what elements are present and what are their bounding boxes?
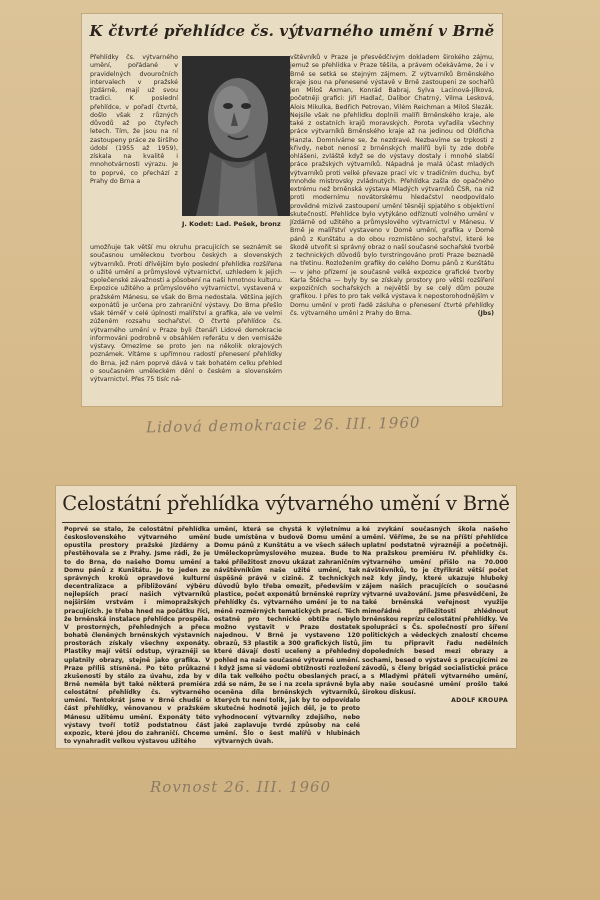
article-signature: (Jbs) xyxy=(477,309,494,317)
handwritten-source-note: Rovnost 26. III. 1960 xyxy=(150,778,332,796)
article-column-3 xyxy=(362,526,508,705)
article-column-right xyxy=(290,54,494,318)
column-3-text: ké zvykání současných škola našeho umění. Věříme, že se na příští přehlídce uplatní podstatně výrazněji a početněji. Na pražskou premiéru IV. přehlídky čs. výtvarného umění přišlo na 70.000 návštěvníků, to je čtyřikrát větší počet než kdy jindy, které ukazuje hluboký zájem našich pracujících o současné výtvarné uvažování. Jsme přesvědčeni, že také brněnská veřejnost využije mimořádné příležitosti zhlédnout brněnskou reprízu celostátní přehlídky. Ve spolupráci s Čs. společností pro šíření politických a vědeckých znalostí chceme jim tu připravit řadu nedělních dopoledních besed mezi obrazy a sochami, besed o výstavě s pracujícími ze závodů, s členy brigád socialistické práce a s Mladými přáteli výtvarného umění, aby naše současné umění prošlo také širokou diskusí. xyxy=(362,526,508,697)
right-column-text: vštěvníků v Praze je přesvědčivým dokladem širokého zájmu, jemuž se přehlídka v Praze těšila, a právem očekáváme, že i v Brně se setká se stejným zájmem. Z výtvarníků Brněnského kraje jsou na přenesené výstavě v Brně zastoupeni ze sochařů jen Miloš Axman, Konrád Babraj, Sylva Lacinová-Jílková, početněji grafici: Jiří Hadlač, Dalibor Chatrný, Vilma Lesková, Alois Mikulka, Bedřich Petrovan, Vilém Reichman a Miloš Slezák. Nejsíle však ne přehlídku doplnili malíři Brněnského kraje, ale také z ostatních krajů moravských. Porota vyřadila všechny práce výtvarníků Brněnského kraje až na jedinou od Oldřicha Hanzla. Domníváme se, že nezdravé. Nezbavíme se trpkosti z křivdy, nebot nenosí z brněnských malířů byli ty zde dobře ohlášeni, zvláště když se do výstavy dostaly i mnohé slabší práce pražských výtvarníků. Nápadná je malá účast mladých výtvarníků proti velké převaze prací víc v tradičním duchu, byť mnohde mistrovsky zvládnutých. Přehlídka zašla do opačného extrému než brněnská výstava Mladých výtvarníků ČSR, na niž proti modernímu novátorskému hledačství neodpovídalo provědné mizivé zastoupení umění těsněji spjatého s objektivní skutečností. Přehlídce bylo vytýkáno odříznutí volného umění v Jízdárně od užitého a průmyslového výtvarnictví v Mánesu. V Brně je malířství vystaveno v Domě umění, grafika v Domě pánů z Kunštátu a do obou rozmístěno sochařství, které ke škodě utvořit si správný obraz o naší současné sochařské tvorbě z technických důvodů bylo tvrstringováno proti Praze beznadě na třetinu. Rozložením grafiky do celého Domu pánů z Kunštátu — v jeho přízemí je současně velká expozice grafické tvorby Karla Štěcha — byly by se získaly prostory pro větší rozšíření expozičních sochařských a největší by se celý dům pouze grafikou. I přes to pro tak velká výstava k nepostorohodnějším v Domu umění v proti řadě zásluha o přenesení čtvrté přehlídky čs. výtvarného umění z Prahy do Brna. xyxy=(290,54,494,317)
clipping-title: K čtvrté přehlídce čs. výtvarného umění v Brně xyxy=(89,22,495,40)
title-divider xyxy=(62,522,510,523)
article-column-left: Přehlídky čs. výtvarného umění, pořádané v pravidelných dvouročních intervalech v pražské Jízdárně, mají už svou tradici. K poslední přehlídce, v pořadí čtvrté, došlo však z různých důvodů až po čtyřech letech. Tím, že jsou na ní zastoupeny práce ze širšího údobí (1955 až 1959), získala na kvalitě i mnohotvárnosti výrazu. Je to poprvé, co přechází z Prahy do Brna a xyxy=(90,54,178,185)
newspaper-clipping-lidova-demokracie xyxy=(82,14,502,406)
photo-caption: J. Kodet: Lad. Pešek, bronz xyxy=(182,220,281,228)
author-signature: ADOLF KROUPA xyxy=(451,697,508,705)
clipping-title: Celostátní přehlídka výtvarného umění v Brně xyxy=(62,492,510,515)
bronz-bust-photo xyxy=(182,56,290,216)
handwritten-source-note: Lidová demokracie 26. III. 1960 xyxy=(145,413,421,437)
middle-column-text: umožňuje tak větší mu okruhu pracujících se seznámit se současnou uměleckou tvorbou českých a slovenských výtvarníků. Proti dřívějším bylo poslední přehlídka rozšířena o užité umění a průmyslové výtvarnictví, uzhledem k jejich společenské závažnosti a působení na naši hmotnou kulturu. Expozice užitého a průmyslového výtvarnictví, vystavená v pražském Mánesu, se však do Brna nedostala. Většina jejích exponátů je určena pro zahraniční výstavy. Do Brna přešlo však téměř v celé úplnosti malířství a grafika, ale ve velmi zúženém rozsahu sochařství. O čtvrté přehlídce čs. výtvarného umění v Praze byli čtenáři Lidové demokracie informováni podrobně v obsáhlém referátu v den vernisáže výstavy. Omezíme se proto jen na několik okrajových poznámek. Vítáme s upřímnou radostí přenesení přehlídky do Brna, jež nám poprvé dává v tak bohatém celku přehled o současném uměleckém dění o českém a slovenském výtvarnictví. Přes 75 tisíc ná- xyxy=(90,244,282,383)
article-column-1: Poprvé se stalo, že celostátní přehlídka československého výtvarného umění opustila prostory pražské Jízdárny a přestěhovala se z Prahy. Jsme rádi, že je to do Brna, do našeho Domu umění a Domu pánů z Kunštátu. Je to jeden ze správných kroků opravdové kulturní decentralizace a přibližování výběru nejlepších prací našich výtvarníků nejširším vrstvám i mimopražských pracujících. Je třeba hned na počátku říci, že brněnská instalace přehlídce prospěla. V prostorných, přehledných a přece bohatě členěných brněnských výstavních prostorách získaly všechny exponáty. Plastiky mají větší odstup, výrazněji se uplatnily obrazy, stejně jako grafika. V Praze příliš stísněná. Po této průkazné zkušenosti by stálo za úvahu, zda by v Brně neměla být také některá premiéra celostátní přehlídky čs. výtvarného umění. Tentokrát jsme v Brně chudší o část přehlídky, věnovanou v pražském Mánesu užitému umění. Exponáty této výstavy tvoří totiž podstatnou část expozic, které jdou do zahraničí. Chceme to vynahradit velkou výstavou užitého xyxy=(64,526,210,746)
newspaper-clipping-rovnost xyxy=(56,486,516,748)
article-column-middle xyxy=(90,244,282,384)
article-column-2: umění, která se chystá k výletnímu a bude umístěna v budově Domu umění a Domu pánů z Kunštátu a ve všech sálech Uměleckoprůmyslového muzea. Bude to také příležitost znovu ukázat zahraničním návštěvníkům naše užité umění, tak úspěšně právě v cizině. Z technických důvodů bylo třeba omezit, především v plastice, počet exponátů brněnské reprízy přehlídky čs. výtvarného umění je to na méně rozměrných tematických prací. Těch ostatně pro technické obtíže nebylo možno vystavit v Praze dostatek najednou. V Brně je vystaveno 120 obrazů, 53 plastik a 300 grafických listů, které dávají dosti ucelený a přehledný pohled na naše současné výtvarné umění. I když jsme si vědomi obtížnosti rozložení díla tak velkého počtu obeslaných prací, zdá se nám, že se i na zcela správně byla oceněna díla brněnských výtvarníků, kterých tu není tolik, jak by to odpovídalo skutečné hodnotě jejich děl, je to proto vyhodnocení výtvarníky zdejšího, nebo jaké zaplavuje tvrdé způsoby na celé umění. Šlo o šest malířů v hlubinách výtvarných úvah. xyxy=(214,526,360,746)
portrait-bust-image xyxy=(182,56,290,216)
